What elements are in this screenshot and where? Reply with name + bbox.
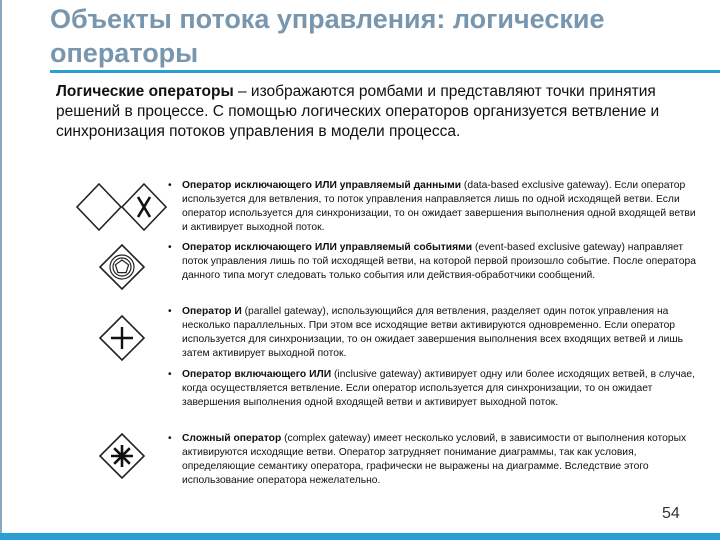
bullet: • <box>168 242 172 253</box>
complex-gateway-icon <box>97 431 147 481</box>
item-term: Оператор И <box>182 306 242 317</box>
bottom-accent-bar <box>0 533 720 540</box>
bullet: • <box>168 306 172 317</box>
item-text: (event-based exclusive gateway) направляет поток управления лишь по той исходящей ветви, на которой первой произошло событие. После оператора данного типа могут следовать только события или действия-обработчики сообщений. <box>182 242 696 281</box>
title-underline <box>50 70 720 73</box>
list-item-data-based-exclusive <box>168 179 698 235</box>
left-accent-bar <box>0 0 2 540</box>
item-text: (inclusive gateway) активирует одну или более исходящих ветвей, в случае, когда осуществляется ветвление. Если оператор используется для синхронизации, то он ожидает завершения выполнения одной входящей ветви и активирует выходной поток. <box>182 369 695 408</box>
bullet: • <box>168 180 172 191</box>
list-item-inclusive <box>168 368 698 410</box>
item-text: (parallel gateway), использующийся для ветвления, разделяет один поток управления на несколько параллельных. При этом все исходящие ветви активируются одновременно. Если оператор используется для синхронизации, то он ожидает завершения выполнения всех входящих ветвей и лишь затем активирует выходной поток. <box>182 306 683 359</box>
list-item-parallel <box>168 305 698 361</box>
exclusive-gateway-x-icon <box>122 184 166 230</box>
item-term: Оператор включающего ИЛИ <box>182 369 332 380</box>
item-term: Оператор исключающего ИЛИ управляемый данными <box>182 180 462 191</box>
item-term: Оператор исключающего ИЛИ управляемый событиями <box>182 242 473 253</box>
bullet: • <box>168 369 172 380</box>
list-item-complex <box>168 432 698 488</box>
item-text: (data-based exclusive gateway). Если оператор используется для ветвления, то поток управления направляется лишь по одной исходящей ветви. Если оператор используется для синхронизации, то он ожидает завершения выполнения одной входящей ветви и активирует выходной поток. <box>182 180 696 233</box>
list-item-event-based-exclusive <box>168 241 698 283</box>
event-based-gateway-icon <box>97 242 147 292</box>
intro-text: – изображаются ромбами и представляют точки принятия решений в процессе. С помощью логических операторов организуется ветвление и синхронизация потоков управления в модели процесса. <box>56 83 660 140</box>
bullet: • <box>168 433 172 444</box>
exclusive-gateway-icons <box>72 180 172 234</box>
parallel-gateway-icon <box>97 313 147 363</box>
item-term: Сложный оператор <box>182 433 282 444</box>
exclusive-gateway-empty-icon <box>77 184 121 230</box>
intro-term: Логические операторы <box>56 83 234 100</box>
slide-title: Объекты потока управления: логические операторы <box>50 4 605 68</box>
intro-paragraph <box>56 82 696 142</box>
page-number: 54 <box>662 505 680 522</box>
item-text: (complex gateway) имеет несколько условий, в зависимости от выполнения которых активируются исходящие ветви. Оператор затрудняет понимание диаграммы, так как условия, определяющие семантику оператора, графически не выражены на диаграмме. Вследствие этого использование оператора нежелательно. <box>182 433 687 486</box>
